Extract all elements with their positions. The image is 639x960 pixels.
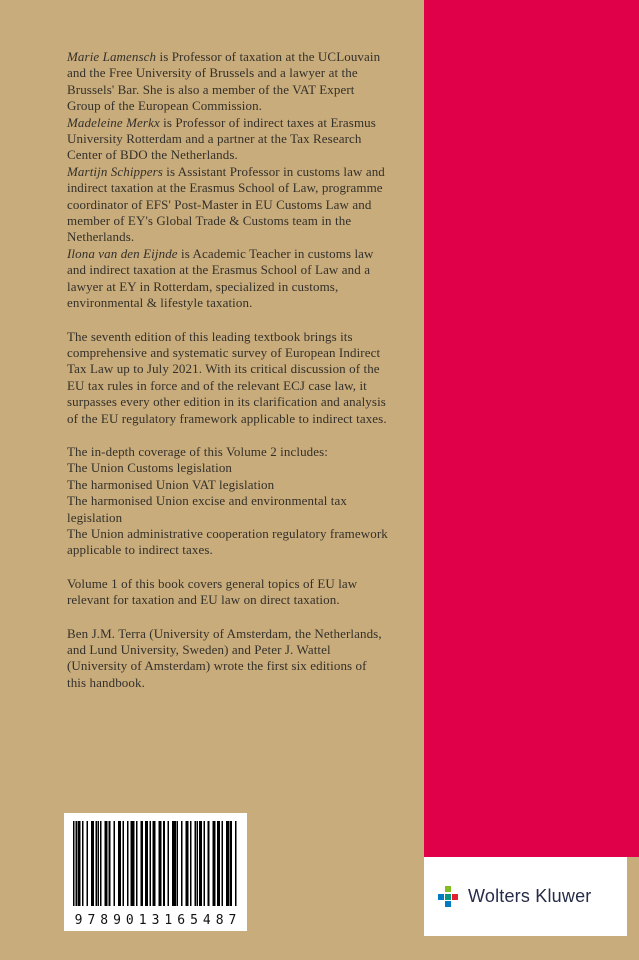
edition-paragraph: The seventh edition of this leading textbook brings its comprehensive and systematic survey of European Indirect Tax Law up to July 2021. With its critical discussion of the EU tax rules in force and of the relevant ECJ case law, it surpasses every other edition in its clarification and analysis of the EU regulatory framework applicable to indirect taxes. <box>67 328 387 426</box>
author-bio <box>67 246 389 312</box>
coverage-block <box>67 444 389 559</box>
author-bio-text: is Assistant Professor in customs law and indirect taxation at the Erasmus School of Law, programme coordinator of EFS' Post-Master in EU Customs Law and member of EY's Global Trade & Customs team in the Netherlands. <box>67 163 385 245</box>
logo-square <box>445 886 451 892</box>
volume-note: Volume 1 of this book covers general topics of EU law relevant for taxation and EU law on direct taxation. <box>67 575 358 608</box>
previous-authors-paragraph: Ben J.M. Terra (University of Amsterdam, the Netherlands, and Lund University, Sweden) and Peter J. Wattel (University of Amsterdam) wrote the first six editions of this handbook. <box>67 625 382 690</box>
logo-square <box>445 901 451 907</box>
author-bio <box>67 49 389 115</box>
back-cover-text <box>67 49 389 708</box>
coverage-item: The harmonised Union excise and environmental tax legislation <box>67 493 347 525</box>
author-bio-text: is Academic Teacher in customs law and indirect taxation at the Erasmus School of Law and a lawyer at EY in Rotterdam, specialized in customs, environmental & lifestyle taxation. <box>67 245 374 311</box>
publisher-logo <box>424 857 627 936</box>
publisher-name: Wolters Kluwer <box>468 886 592 906</box>
logo-square <box>438 894 444 900</box>
author-bio <box>67 164 389 246</box>
author-bios <box>67 49 389 312</box>
wolters-kluwer-icon <box>436 885 460 909</box>
author-bio-text: is Professor of indirect taxes at Erasmus University Rotterdam and a partner at the Tax Research Center of BDO the Netherlands. <box>67 114 376 163</box>
isbn-number: 9789013165487 <box>74 913 242 928</box>
accent-stripe <box>424 0 639 857</box>
author-name: Madeleine Merkx <box>67 114 160 130</box>
author-name: Martijn Schippers <box>67 163 163 179</box>
coverage-item: The harmonised Union VAT legislation <box>67 476 275 492</box>
coverage-item: The Union administrative cooperation regulatory framework applicable to indirect taxes. <box>67 525 388 558</box>
coverage-intro: The in-depth coverage of this Volume 2 includes: <box>67 443 329 459</box>
logo-square <box>452 894 458 900</box>
author-bio-text: is Professor of taxation at the UCLouvain and the Free University of Brussels and a lawyer at the Brussels' Bar. She is also a member of the VAT Expert Group of the European Commission. <box>67 49 381 114</box>
barcode-bars <box>73 821 238 906</box>
author-name: Marie Lamensch <box>67 49 157 64</box>
author-bio <box>67 115 389 164</box>
author-name: Ilona van den Eijnde <box>67 245 178 261</box>
logo-square <box>445 894 451 900</box>
barcode <box>64 813 247 931</box>
coverage-item: The Union Customs legislation <box>67 460 233 476</box>
